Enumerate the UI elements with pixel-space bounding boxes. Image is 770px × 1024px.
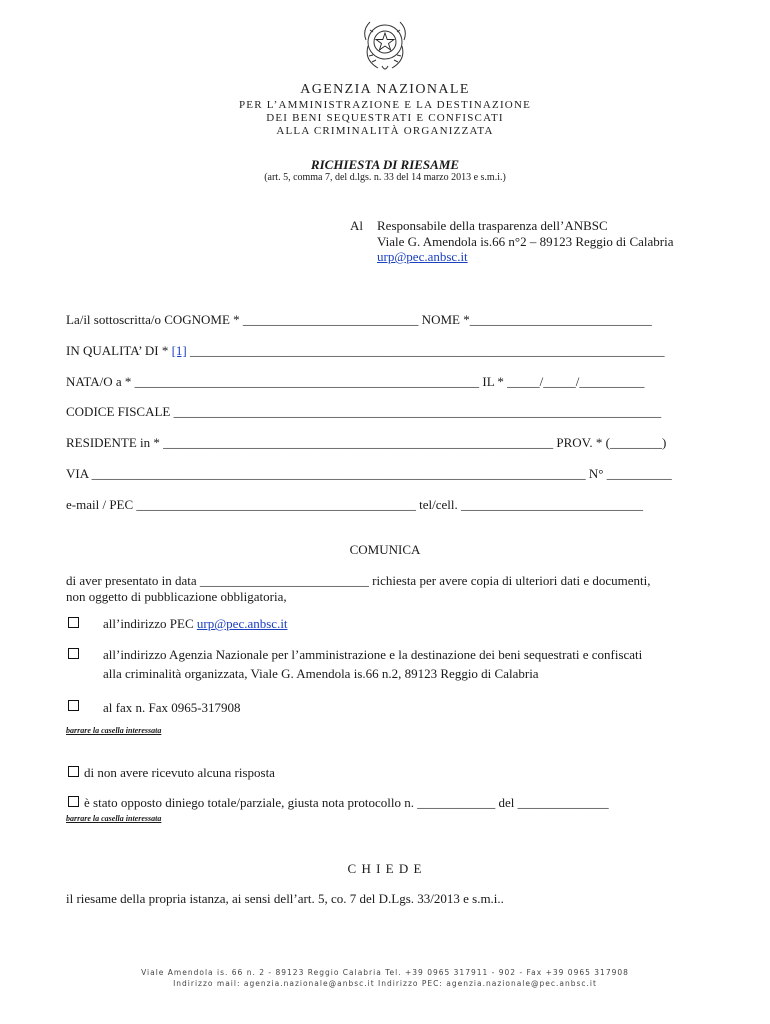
field-qualita-line[interactable]: _________________________________________________________________________ <box>186 343 665 358</box>
footer-contacts: Indirizzo mail: agenzia.nazionale@anbsc.it Indirizzo PEC: agenzia.nazionale@pec.anbsc.it <box>173 979 597 988</box>
comunica-line1[interactable]: di aver presentato in data __________________________ richiesta per avere copia di ulteriori dati e documenti, <box>66 573 651 588</box>
option-no-risposta-text: di non avere ricevuto alcuna risposta <box>84 765 275 780</box>
recipient-email-link[interactable]: urp@pec.anbsc.it <box>377 249 468 264</box>
option-pec-email-link[interactable]: urp@pec.anbsc.it <box>196 616 288 631</box>
field-cognome-nome[interactable]: La/il sottoscritta/o COGNOME * ___________________________ NOME *____________________________ <box>66 312 652 327</box>
field-codice-fiscale[interactable]: CODICE FISCALE ___________________________________________________________________________ <box>66 404 662 419</box>
note-barrare-1: barrare la casella interessata <box>66 726 162 735</box>
option-pec-label: all’indirizzo PEC <box>103 616 197 631</box>
document-subtitle: (art. 5, comma 7, del d.lgs. n. 33 del 14 marzo 2013 e s.m.i.) <box>264 172 506 183</box>
agency-subtitle-line3: ALLA CRIMINALITÀ ORGANIZZATA <box>276 125 494 137</box>
comunica-heading: COMUNICA <box>349 542 421 557</box>
option-indirizzo-line2: alla criminalità organizzata, Viale G. Amendola is.66 n.2, 89123 Reggio di Calabria <box>103 666 539 681</box>
field-residenza[interactable]: RESIDENTE in * ____________________________________________________________ PROV. * (________) <box>66 435 667 450</box>
field-via[interactable]: VIA ____________________________________________________________________________ N° __________ <box>66 466 672 481</box>
footnote-ref-link[interactable]: [1] <box>171 343 187 358</box>
note-barrare-2: barrare la casella interessata <box>66 814 162 823</box>
document-title: RICHIESTA DI RIESAME <box>310 157 460 172</box>
option-pec-text <box>103 616 288 632</box>
footer-address: Viale Amendola is. 66 n. 2 - 89123 Reggio Calabria Tel. +39 0965 317911 - 902 - Fax +39 0965 317908 <box>141 968 629 977</box>
field-email-tel[interactable]: e-mail / PEC ___________________________________________ tel/cell. ____________________________ <box>66 497 644 512</box>
checkbox-indirizzo[interactable] <box>68 648 79 659</box>
chiede-heading: C H I E D E <box>347 861 423 876</box>
recipient-line1: Responsabile della trasparenza dell’ANBSC <box>377 218 608 233</box>
field-qualita[interactable] <box>66 343 665 359</box>
checkbox-pec[interactable] <box>68 617 79 628</box>
chiede-text: il riesame della propria istanza, ai sensi dell’art. 5, co. 7 del D.Lgs. 33/2013 e s.m.i.. <box>66 891 504 906</box>
agency-title: AGENZIA NAZIONALE <box>300 82 470 97</box>
checkbox-no-risposta[interactable] <box>68 766 79 777</box>
option-fax-text: al fax n. Fax 0965-317908 <box>103 700 241 715</box>
option-diniego-text[interactable]: è stato opposto diniego totale/parziale, giusta nota protocollo n. ____________ del ______________ <box>84 795 609 810</box>
field-qualita-label: IN QUALITA’ DI * <box>66 343 172 358</box>
checkbox-fax[interactable] <box>68 700 79 711</box>
recipient-line2: Viale G. Amendola is.66 n°2 – 89123 Reggio di Calabria <box>377 234 674 249</box>
republic-emblem-icon <box>360 16 410 74</box>
field-nascita[interactable]: NATA/O a * _____________________________________________________ IL * _____/_____/__________ <box>66 374 645 389</box>
comunica-line2: non oggetto di pubblicazione obbligatoria, <box>66 589 287 604</box>
checkbox-diniego[interactable] <box>68 796 79 807</box>
option-indirizzo-line1: all’indirizzo Agenzia Nazionale per l’amministrazione e la destinazione dei beni sequestrati e confiscati <box>103 647 643 662</box>
agency-subtitle-line1: PER L’AMMINISTRAZIONE E LA DESTINAZIONE <box>238 99 532 111</box>
recipient-prefix: Al <box>350 218 363 233</box>
agency-subtitle-line2: DEI BENI SEQUESTRATI E CONFISCATI <box>266 112 504 124</box>
